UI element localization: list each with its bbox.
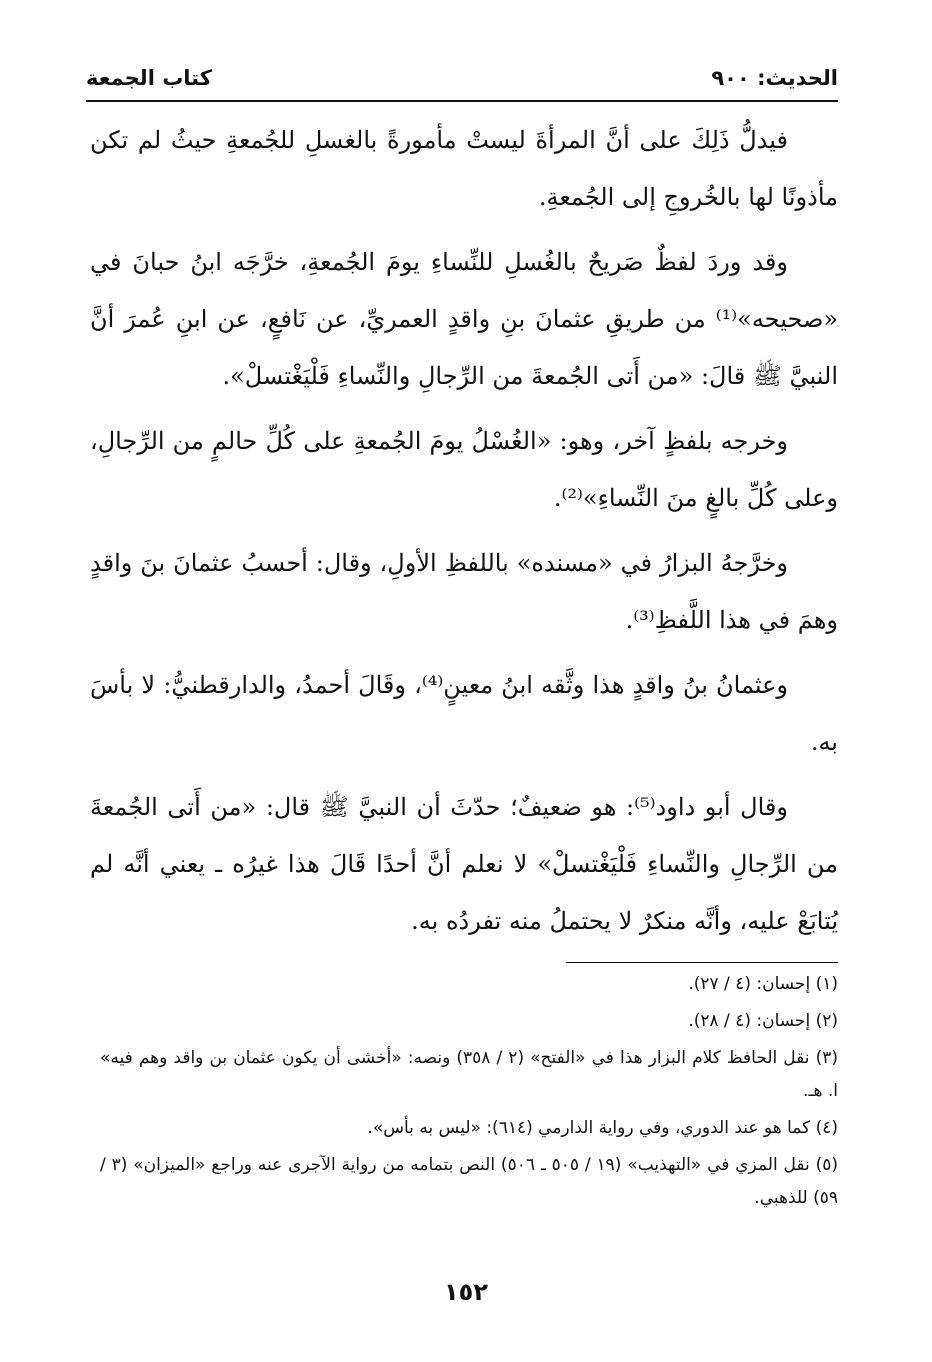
paragraph: وخرجه بلفظٍ آخر، وهو: «الغُسْلُ يومَ الجُمعةِ على كُلِّ حالمٍ من الرِّجالِ، وعلى كُلِّ بالغٍ منَ النِّساءِ»⁽²⁾. (90, 427, 838, 512)
paragraph: وعثمانُ بنُ واقدٍ هذا وثَّقه ابنُ معينٍ⁽⁴⁾، وقَالَ أحمدُ، والدارقطنيُّ: لا بأسَ به. (90, 671, 838, 756)
footnote-divider (566, 962, 838, 963)
footnote: (٣) نقل الحافظ كلام البزار هذا في «الفتح» (٢ / ٣٥٨) ونصه: «أخشى أن يكون عثمان بن واقد وهم فيه» ا. هـ. (100, 1048, 838, 1101)
hadith-number-label: الحديث: ٩٠٠ (711, 66, 838, 90)
footnote: (١) إحسان: (٤ / ٢٧). (688, 974, 838, 994)
paragraph: وقال أبو داود⁽⁵⁾: هو ضعيفٌ؛ حدّثَ أن النبيَّ ﷺ قال: «من أَتى الجُمعةَ من الرِّجالِ والنِّساءِ فَلْيَغْتسلْ» لا نعلم أنَّ أحدًا قَالَ هذا غيرُه ـ يعني أنَّه لم يُتابَعْ عليه، وأنَّه منكرٌ لا يحتملُ منه تفردُه به. (90, 793, 838, 935)
page-number: ١٥٢ (444, 1278, 488, 1306)
footnotes-section (100, 968, 838, 1219)
footnote: (٥) نقل المزي في «التهذيب» (١٩ / ٥٠٥ ـ ٥٠٦) النص بتمامه من رواية الآجرى عنه وراجع «الميزان» (٣ / ٥٩) للذهبي. (100, 1155, 838, 1208)
paragraph: وقد وردَ لفظٌ صَريحٌ بالغُسلِ للنِّساءِ يومَ الجُمعةِ، خرَّجَه ابنُ حبانَ في «صحيحه»⁽¹⁾ من طريقِ عثمانَ بنِ واقدٍ العمريِّ، عن نَافعٍ، عن ابنِ عُمرَ أنَّ النبيَّ ﷺ قالَ: «من أَتى الجُمعةَ من الرِّجالِ والنِّساءِ فَلْيَغْتسلْ». (90, 248, 838, 390)
paragraph: وخرَّجهُ البزارُ في «مسنده» باللفظِ الأولِ، وقال: أحسبُ عثمانَ بنَ واقدٍ وهمَ في هذا اللَّفظِ⁽³⁾. (90, 549, 838, 634)
footnote: (٤) كما هو عند الدوري، وفي رواية الدارمي (٦١٤): «ليس به بأس». (367, 1118, 838, 1138)
main-text (90, 112, 838, 958)
book-title: كتاب الجمعة (86, 66, 212, 90)
paragraph: فيدلُّ ذَلِكَ على أنَّ المرأةَ ليستْ مأمورةً بالغسلِ للجُمعةِ حيثُ لم تكن مأذونًا لها بالخُروجِ إلى الجُمعةِ. (90, 126, 838, 211)
footnote: (٢) إحسان: (٤ / ٢٨). (688, 1011, 838, 1031)
page-header (86, 58, 838, 98)
header-divider (86, 100, 838, 102)
